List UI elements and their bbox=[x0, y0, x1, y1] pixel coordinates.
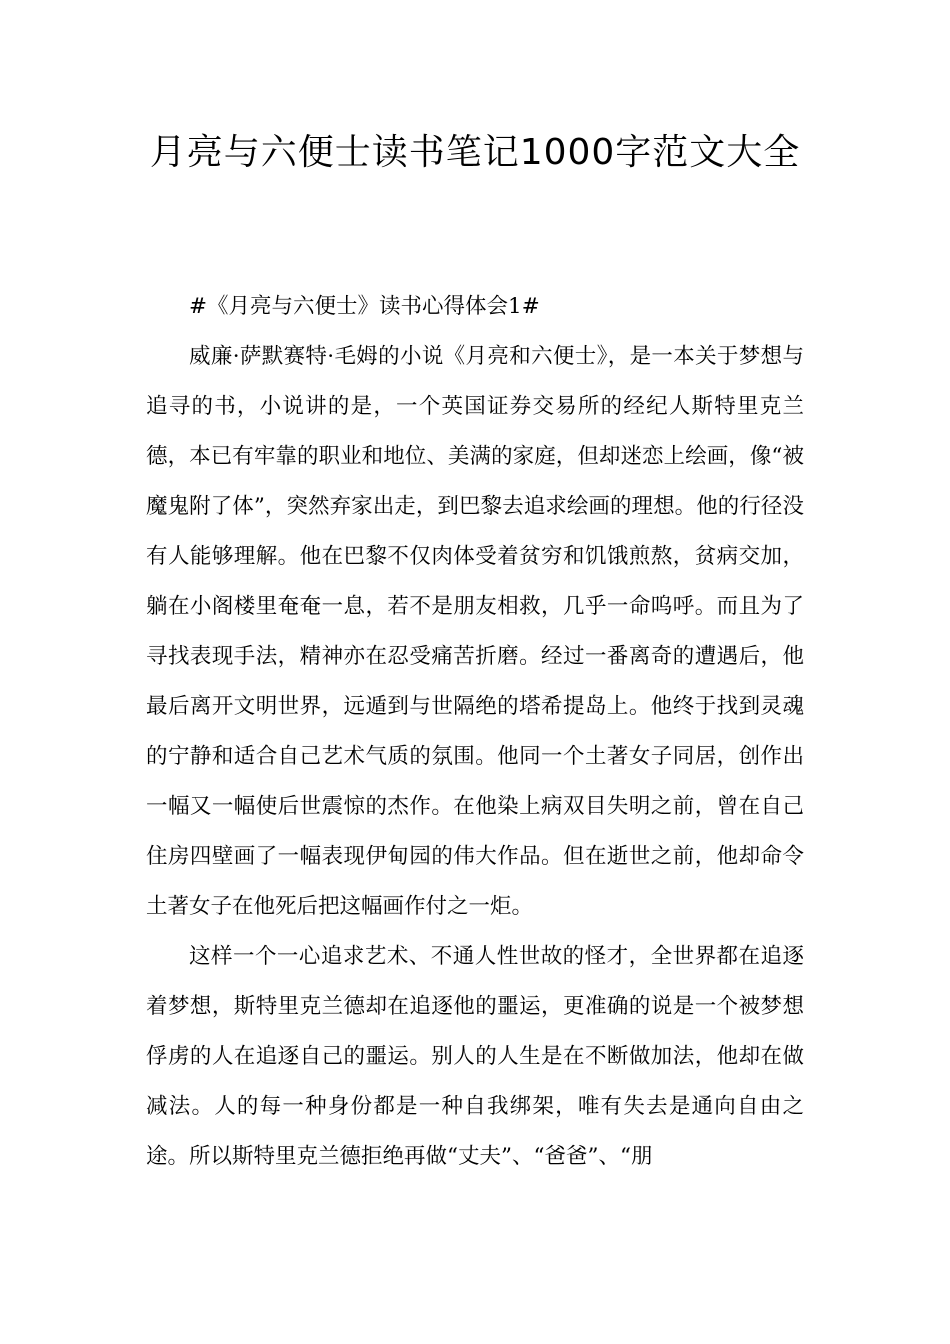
document-body bbox=[146, 282, 804, 1182]
section-heading: #《月亮与六便士》读书心得体会1# bbox=[189, 294, 540, 319]
paragraph: 威廉·萨默赛特·毛姆的小说《月亮和六便士》，是一本关于梦想与追寻的书，小说讲的是，一个英国证券交易所的经纪人斯特里克兰德，本已有牢靠的职业和地位、美满的家庭，但却迷恋上绘画，像“被魔鬼附了体”，突然弃家出走，到巴黎去追求绘画的理想。他的行径没有人能够理解。他在巴黎不仅肉体受着贫穷和饥饿煎熬，贫病交加，躺在小阁楼里奄奄一息，若不是朋友相救，几乎一命呜呼。而且为了寻找表现手法，精神亦在忍受痛苦折磨。经过一番离奇的遭遇后，他最后离开文明世界，远遁到与世隔绝的塔希提岛上。他终于找到灵魂的宁静和适合自己艺术气质的氛围。他同一个土著女子同居，创作出一幅又一幅使后世震惊的杰作。在他染上病双目失明之前，曾在自己住房四壁画了一幅表现伊甸园的伟大作品。但在逝世之前，他却命令土著女子在他死后把这幅画作付之一炬。 bbox=[146, 344, 804, 919]
document-title: 月亮与六便士读书笔记1000字范文大全 bbox=[149, 132, 801, 173]
paragraph: 这样一个一心追求艺术、不通人性世故的怪才，全世界都在追逐着梦想，斯特里克兰德却在追逐他的噩运，更准确的说是一个被梦想俘虏的人在追逐自己的噩运。别人的人生是在不断做加法，他却在做减法。人的每一种身份都是一种自我绑架，唯有失去是通向自由之途。所以斯特里克兰德拒绝再做“丈夫”、“爸爸”、“朋 bbox=[146, 944, 804, 1169]
